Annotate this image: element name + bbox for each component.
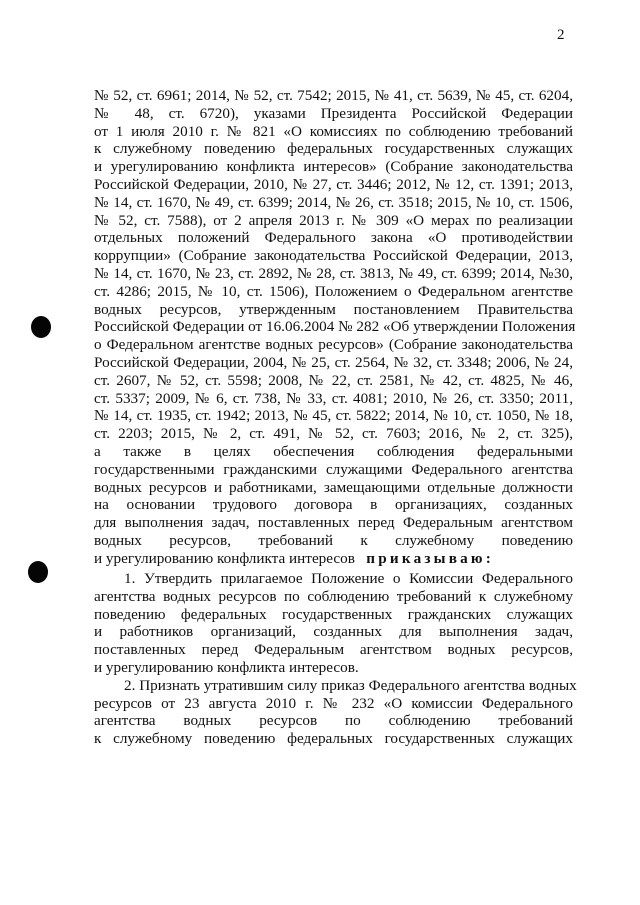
text-line: водных ресурсов, требований к служебному поведению (94, 531, 573, 549)
text-line: и урегулированию конфликта интересов» (Собрание законодательства (94, 158, 573, 176)
text-line: ст. 4286; 2015, № 10, ст. 1506), Положением о Федеральном агентстве (94, 282, 573, 300)
text-line: Российской Федерации, 2004, № 25, ст. 2564, № 32, ст. 3348; 2006, № 24, (94, 353, 573, 371)
text-line: ст. 2607, № 52, ст. 5598; 2008, № 22, ст. 2581, № 42, ст. 4825, № 46, (94, 371, 573, 389)
item-1-line: и урегулированию конфликта интересов. (94, 658, 359, 676)
text-line: Российской Федерации, 2010, № 27, ст. 3446; 2012, № 12, ст. 1391; 2013, (94, 175, 573, 193)
item-1-line: агентства водных ресурсов по соблюдению требований к служебному (94, 587, 573, 605)
text-line: коррупции» (Собрание законодательства Российской Федерации, 2013, (94, 247, 573, 265)
punch-hole (28, 561, 48, 583)
text-line: водных ресурсов, утвержденным постановлением Правительства (94, 300, 573, 318)
text-line: ст. 5337; 2009, № 6, ст. 738, № 33, ст. 4081; 2010, № 26, ст. 3350; 2011, (94, 389, 573, 407)
text-line: ст. 2203; 2015, № 2, ст. 491, № 52, ст. 7603; 2016, № 2, ст. 325), (94, 425, 573, 443)
page-number: 2 (557, 27, 565, 43)
text-line: на основании трудового договора в организациях, созданных (94, 496, 573, 514)
text-line: № 14, ст. 1670, № 49, ст. 6399; 2014, № 26, ст. 3518; 2015, № 10, ст. 1506, (94, 193, 573, 211)
text-line: № 52, ст. 6961; 2014, № 52, ст. 7542; 2015, № 41, ст. 5639, № 45, ст. 6204, (94, 87, 573, 104)
item-2-line: к служебному поведению федеральных государственных служащих (94, 730, 573, 748)
order-word: приказываю: (366, 549, 494, 567)
punch-hole (31, 316, 51, 338)
item-1-line: поведению федеральных государственных гражданских служащих (94, 605, 573, 623)
item-1-line: и работников организаций, созданных для выполнения задач, (94, 623, 573, 641)
preamble-final-text: и урегулированию конфликта интересов (94, 549, 355, 567)
text-line: для выполнения задач, поставленных перед Федеральным агентством (94, 514, 573, 532)
text-line: о Федеральном агентстве водных ресурсов» (Собрание законодательства (94, 336, 573, 354)
preamble-paragraph (94, 87, 576, 568)
text-line: к служебному поведению федеральных государственных служащих (94, 140, 573, 158)
text-line: отдельных положений Федерального закона «О противодействии (94, 229, 573, 247)
text-line: № 52, ст. 7588), от 2 апреля 2013 г. № 309 «О мерах по реализации (94, 211, 573, 229)
item-1-line: 1. Утвердить прилагаемое Положение о Комиссии Федерального (124, 570, 573, 587)
text-line: Российской Федерации от 16.06.2004 № 282 «Об утверждении Положения (94, 318, 576, 336)
item-1-line: поставленных перед Федеральным агентством водных ресурсов, (94, 641, 573, 659)
item-2-line: 2. Признать утратившим силу приказ Федерального агентства водных (124, 676, 577, 694)
item-2-line: агентства водных ресурсов по соблюдению требований (94, 712, 573, 730)
order-items (94, 570, 577, 748)
text-line: от 1 июля 2010 г. № 821 «О комиссиях по соблюдению требований (94, 122, 573, 140)
order-line (94, 550, 573, 568)
text-line: водных ресурсов и работниками, замещающими отдельные должности (94, 478, 573, 496)
text-line: государственными гражданскими служащими Федерального агентства (94, 460, 573, 478)
text-line: № 14, ст. 1935, ст. 1942; 2013, № 45, ст. 5822; 2014, № 10, ст. 1050, № 18, (94, 407, 573, 425)
item-2-line: ресурсов от 23 августа 2010 г. № 232 «О комиссии Федерального (94, 694, 573, 712)
text-line: № 14, ст. 1670, № 23, ст. 2892, № 28, ст. 3813, № 49, ст. 6399; 2014, №30, (94, 264, 573, 282)
text-line: а также в целях обеспечения соблюдения федеральными (94, 442, 573, 460)
text-line: № 48, ст. 6720), указами Президента Российской Федерации (94, 104, 573, 122)
